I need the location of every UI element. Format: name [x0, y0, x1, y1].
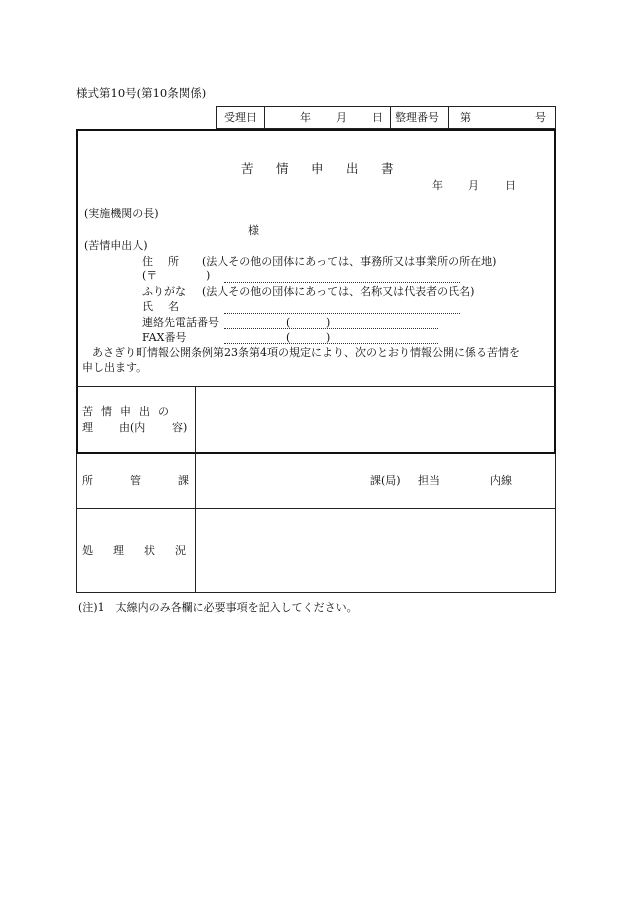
reference-dai: 第 — [460, 111, 471, 124]
form-number: 様式第10号(第10条関係) — [76, 86, 207, 100]
received-month-label: 月 — [336, 111, 347, 124]
address-label-1: 住 — [142, 255, 153, 268]
phone-paren-close: ) — [326, 316, 331, 329]
statement-line-2: 申し出ます。 — [82, 361, 148, 374]
jurisdiction-section: 課(局) — [370, 474, 401, 487]
postal-suffix: ) — [206, 269, 211, 282]
phone-line — [224, 328, 438, 329]
date-month: 月 — [468, 179, 479, 192]
phone-label: 連絡先電話番号 — [142, 316, 219, 329]
reason-label-yu: 由(内 — [119, 421, 146, 434]
phone-paren-open: ( — [286, 316, 291, 329]
furigana-note: (法人その他の団体にあっては、名称又は代表者の氏名) — [202, 285, 475, 298]
jurisdiction-naisen: 内線 — [490, 474, 512, 487]
fax-paren-open: ( — [286, 331, 291, 344]
addressee-label: (実施機関の長) — [84, 207, 159, 220]
status-label: 処 理 状 況 — [82, 544, 186, 557]
address-line — [224, 282, 460, 283]
applicant-label: (苦情申出人) — [84, 239, 148, 252]
received-day-label: 日 — [372, 111, 383, 124]
reference-number-label: 整理番号 — [395, 111, 439, 124]
address-label-2: 所 — [168, 255, 179, 268]
reason-label-line-1: 苦 情 申 出 の — [82, 405, 169, 418]
reason-label-ri: 理 — [82, 421, 93, 434]
jurisdiction-tanto: 担当 — [418, 474, 440, 487]
name-label-2: 名 — [168, 300, 179, 313]
reception-header-table — [216, 106, 556, 129]
jurisdiction-label: 所 管 課 — [82, 474, 189, 487]
reason-label-yo: 容) — [172, 421, 188, 434]
name-line — [224, 313, 460, 314]
address-note: (法人その他の団体にあっては、事務所又は事業所の所在地) — [202, 255, 497, 268]
footnote: (注)1 太線内のみ各欄に必要事項を記入してください。 — [78, 601, 358, 614]
postal-prefix: (〒 — [142, 269, 158, 282]
fax-line — [224, 343, 438, 344]
name-label-1: 氏 — [142, 300, 153, 313]
fax-label: FAX番号 — [142, 331, 187, 344]
date-day: 日 — [505, 179, 516, 192]
received-date-label: 受理日 — [224, 111, 257, 124]
date-year: 年 — [432, 179, 443, 192]
reference-gou: 号 — [535, 111, 546, 124]
sama-label: 様 — [248, 224, 259, 237]
form-title: 苦 情 申 出 書 — [241, 161, 394, 176]
statement-line-1: あさぎり町情報公開条例第23条第4項の規定により、次のとおり情報公開に係る苦情を — [92, 346, 520, 359]
fax-paren-close: ) — [326, 331, 331, 344]
received-year-label: 年 — [300, 111, 311, 124]
furigana-label: ふりがな — [142, 285, 186, 298]
